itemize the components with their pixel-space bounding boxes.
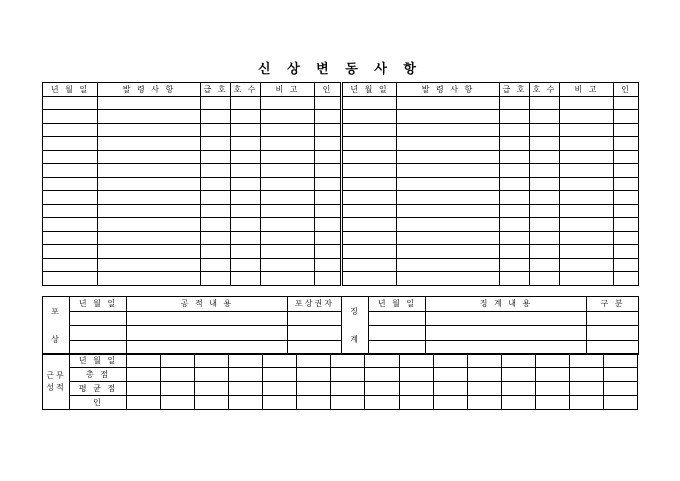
changes-cell [397, 245, 500, 259]
changes-cell [397, 164, 500, 178]
changes-cell [98, 218, 201, 232]
changes-cell [530, 123, 560, 137]
performance-cell [161, 382, 195, 396]
changes-cell [342, 164, 397, 178]
awards-cell [70, 311, 127, 326]
changes-cell [614, 123, 639, 137]
changes-cell [201, 231, 231, 245]
performance-cell [433, 368, 467, 382]
performance-cell [331, 396, 365, 410]
changes-cell [315, 150, 342, 164]
changes-cell [315, 218, 342, 232]
changes-cell [201, 96, 231, 110]
changes-cell [397, 96, 500, 110]
changes-cell [98, 272, 201, 286]
changes-cell [98, 110, 201, 124]
changes-header-cell: 년 월 일 [342, 83, 397, 97]
changes-row [43, 177, 639, 191]
changes-cell [201, 258, 231, 272]
performance-cell [297, 368, 331, 382]
changes-cell [201, 123, 231, 137]
performance-cell [161, 396, 195, 410]
changes-cell [530, 272, 560, 286]
performance-table [42, 353, 638, 410]
changes-cell [530, 96, 560, 110]
changes-cell [43, 191, 98, 205]
changes-cell [201, 272, 231, 286]
performance-cell [569, 368, 603, 382]
changes-cell [397, 191, 500, 205]
changes-cell [500, 218, 530, 232]
awards-row [43, 311, 639, 326]
changes-cell [614, 137, 639, 151]
performance-cell [263, 382, 297, 396]
changes-cell [315, 245, 342, 259]
performance-cell [195, 368, 229, 382]
changes-cell [560, 204, 614, 218]
changes-row [43, 164, 639, 178]
changes-cell [342, 258, 397, 272]
awards-cell [288, 311, 342, 326]
changes-cell [560, 245, 614, 259]
performance-cell [365, 354, 399, 368]
changes-cell [261, 137, 315, 151]
changes-cell [560, 164, 614, 178]
changes-cell [231, 218, 261, 232]
changes-cell [614, 191, 639, 205]
changes-cell [560, 177, 614, 191]
changes-cell [500, 123, 530, 137]
changes-cell [231, 258, 261, 272]
changes-row [43, 96, 639, 110]
changes-cell [201, 110, 231, 124]
changes-cell [98, 164, 201, 178]
discipline-label-top: 징 [350, 306, 360, 316]
changes-row [43, 245, 639, 259]
changes-header-cell: 급 호 [201, 83, 231, 97]
changes-cell [530, 177, 560, 191]
changes-cell [500, 96, 530, 110]
changes-cell [261, 191, 315, 205]
performance-cell [229, 396, 263, 410]
changes-cell [231, 123, 261, 137]
changes-cell [614, 231, 639, 245]
performance-cell [501, 396, 535, 410]
performance-cell [263, 368, 297, 382]
changes-cell [261, 177, 315, 191]
performance-cell [399, 354, 433, 368]
changes-cell [201, 218, 231, 232]
changes-cell [201, 204, 231, 218]
changes-cell [530, 258, 560, 272]
performance-cell [433, 396, 467, 410]
changes-cell [530, 218, 560, 232]
changes-cell [342, 177, 397, 191]
changes-cell [43, 177, 98, 191]
changes-cell [261, 231, 315, 245]
changes-cell [560, 272, 614, 286]
changes-cell [201, 191, 231, 205]
performance-cell [331, 354, 365, 368]
performance-cell [569, 382, 603, 396]
changes-cell [231, 204, 261, 218]
performance-cell [603, 368, 637, 382]
changes-cell [397, 218, 500, 232]
performance-cell [399, 368, 433, 382]
changes-header-cell: 인 [614, 83, 639, 97]
changes-row [43, 110, 639, 124]
performance-cell [161, 368, 195, 382]
changes-cell [560, 231, 614, 245]
changes-cell [614, 245, 639, 259]
changes-cell [530, 137, 560, 151]
changes-cell [98, 150, 201, 164]
changes-cell [43, 96, 98, 110]
changes-cell [201, 150, 231, 164]
changes-cell [231, 245, 261, 259]
changes-cell [231, 137, 261, 151]
performance-cell [297, 382, 331, 396]
changes-cell [342, 110, 397, 124]
performance-cell [603, 382, 637, 396]
changes-cell [315, 137, 342, 151]
discipline-label-bottom: 계 [350, 334, 360, 344]
performance-cell [127, 396, 161, 410]
changes-cell [261, 245, 315, 259]
performance-cell [229, 382, 263, 396]
awards-header-cell: 공 적 내 용 [127, 297, 288, 312]
discipline-header-cell: 년 월 일 [369, 297, 426, 312]
changes-cell [500, 177, 530, 191]
discipline-cell [587, 326, 639, 341]
changes-cell [342, 96, 397, 110]
performance-cell [127, 354, 161, 368]
changes-header-cell: 인 [315, 83, 342, 97]
changes-cell [560, 191, 614, 205]
awards-cell [127, 326, 288, 341]
changes-cell [500, 137, 530, 151]
changes-cell [397, 177, 500, 191]
changes-cell [98, 177, 201, 191]
changes-header-cell: 비 고 [560, 83, 614, 97]
changes-row [43, 258, 639, 272]
changes-cell [397, 110, 500, 124]
changes-cell [43, 272, 98, 286]
changes-cell [43, 258, 98, 272]
changes-cell [560, 137, 614, 151]
changes-cell [397, 137, 500, 151]
changes-header-cell: 호 수 [231, 83, 261, 97]
awards-header-cell: 포상권자 [288, 297, 342, 312]
changes-cell [500, 272, 530, 286]
performance-cell [195, 396, 229, 410]
changes-cell [530, 245, 560, 259]
changes-cell [500, 231, 530, 245]
changes-cell [261, 218, 315, 232]
performance-cell [195, 382, 229, 396]
changes-cell [614, 177, 639, 191]
changes-cell [342, 272, 397, 286]
changes-cell [201, 177, 231, 191]
changes-cell [261, 272, 315, 286]
changes-cell [201, 245, 231, 259]
page-title: 신 상 변 동 사 항 [258, 62, 422, 77]
performance-label-line: 성적 [46, 382, 66, 392]
changes-cell [43, 164, 98, 178]
changes-cell [315, 177, 342, 191]
changes-cell [98, 204, 201, 218]
performance-cell [569, 354, 603, 368]
changes-row [43, 137, 639, 151]
changes-row [43, 150, 639, 164]
awards-label-top: 포 [51, 306, 61, 316]
changes-cell [342, 245, 397, 259]
performance-cell [535, 368, 569, 382]
changes-cell [560, 96, 614, 110]
changes-cell [342, 218, 397, 232]
performance-cell [365, 396, 399, 410]
changes-cell [500, 110, 530, 124]
changes-cell [315, 96, 342, 110]
performance-label-line: 근무 [46, 370, 66, 380]
changes-cell [315, 164, 342, 178]
changes-cell [560, 123, 614, 137]
changes-cell [530, 164, 560, 178]
performance-cell [161, 354, 195, 368]
changes-cell [261, 150, 315, 164]
changes-cell [560, 110, 614, 124]
discipline-header-cell: 구 분 [587, 297, 639, 312]
changes-cell [43, 245, 98, 259]
performance-cell [535, 382, 569, 396]
awards-discipline-table [42, 296, 639, 355]
changes-cell [98, 96, 201, 110]
changes-cell [397, 272, 500, 286]
awards-label-bottom: 상 [51, 334, 61, 344]
performance-cell [467, 382, 501, 396]
changes-cell [98, 231, 201, 245]
changes-cell [43, 123, 98, 137]
changes-cell [500, 204, 530, 218]
performance-cell [365, 368, 399, 382]
discipline-cell [369, 326, 426, 341]
changes-cell [231, 110, 261, 124]
performance-cell [263, 396, 297, 410]
changes-cell [614, 164, 639, 178]
performance-row [43, 354, 638, 368]
changes-cell [261, 164, 315, 178]
personnel-change-table [42, 82, 639, 286]
awards-label [43, 297, 70, 355]
awards-cell [288, 326, 342, 341]
performance-row-label: 평 균 점 [70, 382, 127, 396]
performance-cell [569, 396, 603, 410]
discipline-cell [426, 311, 587, 326]
awards-cell [70, 326, 127, 341]
changes-cell [43, 137, 98, 151]
performance-cell [399, 396, 433, 410]
changes-cell [342, 123, 397, 137]
performance-cell [433, 382, 467, 396]
changes-row [43, 272, 639, 286]
performance-cell [229, 368, 263, 382]
changes-cell [261, 123, 315, 137]
changes-cell [261, 258, 315, 272]
changes-cell [43, 150, 98, 164]
changes-cell [560, 150, 614, 164]
changes-cell [231, 177, 261, 191]
changes-header-cell: 급 호 [500, 83, 530, 97]
changes-cell [315, 204, 342, 218]
performance-cell [127, 368, 161, 382]
changes-cell [614, 110, 639, 124]
changes-cell [500, 258, 530, 272]
changes-cell [500, 164, 530, 178]
changes-cell [231, 150, 261, 164]
changes-header-cell: 호 수 [530, 83, 560, 97]
changes-cell [342, 150, 397, 164]
changes-cell [614, 204, 639, 218]
changes-cell [560, 258, 614, 272]
performance-row-label: 인 [70, 396, 127, 410]
changes-cell [500, 245, 530, 259]
changes-cell [397, 231, 500, 245]
changes-cell [43, 204, 98, 218]
changes-cell [614, 272, 639, 286]
changes-cell [315, 272, 342, 286]
changes-cell [342, 231, 397, 245]
changes-cell [315, 110, 342, 124]
changes-cell [315, 123, 342, 137]
performance-cell [467, 396, 501, 410]
changes-cell [560, 218, 614, 232]
changes-cell [231, 164, 261, 178]
performance-cell [501, 354, 535, 368]
changes-cell [98, 258, 201, 272]
performance-cell [195, 354, 229, 368]
performance-label [43, 354, 70, 410]
awards-row [43, 326, 639, 341]
performance-cell [467, 354, 501, 368]
performance-cell [603, 396, 637, 410]
changes-header-cell: 년 월 일 [43, 83, 98, 97]
performance-cell [297, 396, 331, 410]
changes-cell [614, 258, 639, 272]
changes-row [43, 204, 639, 218]
discipline-label [342, 297, 369, 355]
performance-cell [127, 382, 161, 396]
changes-cell [397, 204, 500, 218]
changes-cell [201, 164, 231, 178]
changes-row [43, 231, 639, 245]
changes-cell [614, 218, 639, 232]
awards-cell [127, 311, 288, 326]
changes-cell [261, 96, 315, 110]
changes-cell [342, 204, 397, 218]
performance-cell [399, 382, 433, 396]
discipline-cell [369, 311, 426, 326]
performance-row [43, 382, 638, 396]
changes-cell [98, 191, 201, 205]
changes-row [43, 123, 639, 137]
changes-cell [231, 272, 261, 286]
changes-cell [397, 258, 500, 272]
performance-cell [603, 354, 637, 368]
changes-cell [43, 110, 98, 124]
changes-cell [261, 204, 315, 218]
changes-header-cell: 발 령 사 항 [397, 83, 500, 97]
performance-cell [433, 354, 467, 368]
performance-cell [501, 382, 535, 396]
changes-cell [530, 110, 560, 124]
changes-cell [530, 191, 560, 205]
performance-cell [229, 354, 263, 368]
changes-cell [231, 96, 261, 110]
changes-cell [397, 150, 500, 164]
changes-header-cell: 발 령 사 항 [98, 83, 201, 97]
changes-cell [530, 204, 560, 218]
changes-cell [315, 258, 342, 272]
changes-cell [397, 123, 500, 137]
performance-cell [331, 368, 365, 382]
changes-cell [231, 191, 261, 205]
changes-cell [315, 191, 342, 205]
changes-cell [98, 245, 201, 259]
changes-cell [614, 96, 639, 110]
awards-header-row [43, 297, 639, 312]
performance-row [43, 368, 638, 382]
changes-cell [342, 137, 397, 151]
performance-row [43, 396, 638, 410]
changes-cell [98, 137, 201, 151]
performance-row-label: 년 월 일 [70, 354, 127, 368]
performance-cell [365, 382, 399, 396]
changes-row [43, 191, 639, 205]
performance-cell [331, 382, 365, 396]
changes-cell [500, 150, 530, 164]
discipline-header-cell: 징 계 내 용 [426, 297, 587, 312]
changes-cell [614, 150, 639, 164]
changes-cell [201, 137, 231, 151]
changes-cell [261, 110, 315, 124]
changes-header-row [43, 83, 639, 97]
changes-cell [315, 231, 342, 245]
awards-header-cell: 년 월 일 [70, 297, 127, 312]
changes-header-cell: 비 고 [261, 83, 315, 97]
changes-cell [530, 150, 560, 164]
performance-cell [467, 368, 501, 382]
discipline-cell [426, 326, 587, 341]
changes-cell [500, 191, 530, 205]
performance-cell [535, 354, 569, 368]
changes-cell [98, 123, 201, 137]
performance-cell [535, 396, 569, 410]
performance-cell [297, 354, 331, 368]
performance-row-label: 총 점 [70, 368, 127, 382]
changes-row [43, 218, 639, 232]
performance-cell [501, 368, 535, 382]
changes-cell [43, 231, 98, 245]
performance-cell [263, 354, 297, 368]
discipline-cell [587, 311, 639, 326]
changes-cell [342, 191, 397, 205]
changes-cell [231, 231, 261, 245]
changes-cell [43, 218, 98, 232]
changes-cell [530, 231, 560, 245]
